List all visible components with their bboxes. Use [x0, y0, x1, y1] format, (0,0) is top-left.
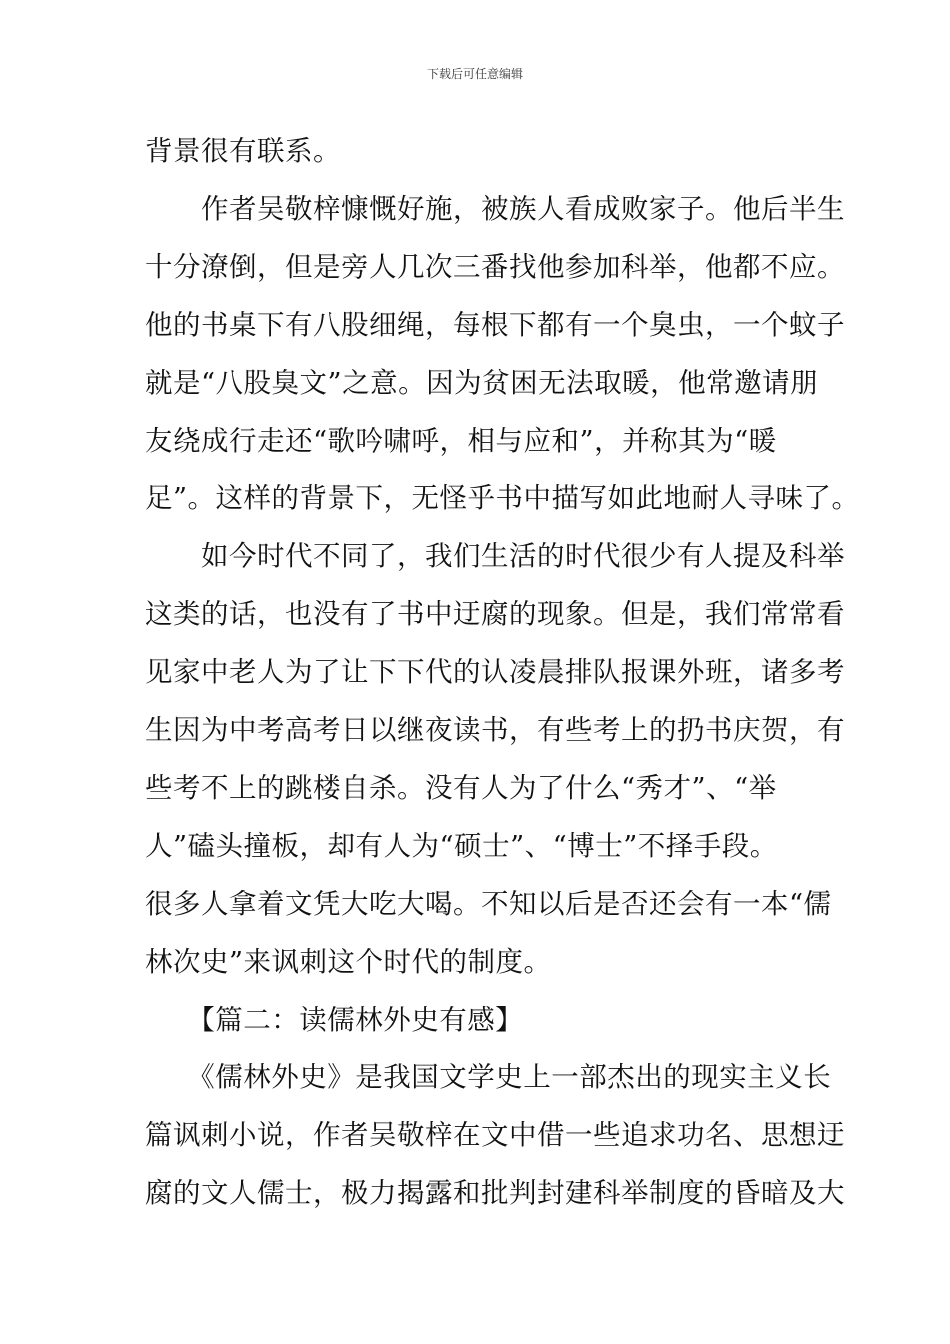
text-line: 这类的话，也没有了书中迂腐的现象。但是，我们常常看: [145, 598, 845, 631]
text-line: 十分潦倒，但是旁人几次三番找他参加科举，他都不应。: [145, 250, 845, 283]
text-line: 人”磕头撞板，却有人为“硕士”、“博士”不择手段。: [145, 829, 778, 862]
text-line: 【篇二：读儒林外史有感】: [145, 1003, 524, 1036]
text-line: 很多人拿着文凭大吃大喝。不知以后是否还会有一本“儒: [145, 887, 832, 920]
text-line: 林次史”来讽刺这个时代的制度。: [145, 945, 552, 978]
text-line: 篇讽刺小说，作者吴敬梓在文中借一些追求功名、思想迂: [145, 1119, 845, 1152]
text-line: 如今时代不同了，我们生活的时代很少有人提及科举: [145, 540, 845, 573]
text-line: 作者吴敬梓慷慨好施，被族人看成败家子。他后半生: [145, 192, 845, 225]
page-header: 下载后可任意编辑: [426, 67, 523, 81]
text-line: 背景很有联系。: [145, 135, 341, 167]
text-line: 足”。这样的背景下，无怪乎书中描写如此地耐人寻味了。: [145, 482, 860, 515]
text-line: 友绕成行走还“歌吟啸呼，相与应和”，并称其为“暖: [145, 424, 777, 457]
text-line: 腐的文人儒士，极力揭露和批判封建科举制度的昏暗及大: [145, 1177, 845, 1210]
text-line: 见家中老人为了让下下代的认凌晨排队报课外班，诸多考: [145, 656, 845, 689]
text-line: 他的书桌下有八股细绳，每根下都有一个臭虫，一个蚊子: [145, 308, 845, 341]
text-line: 生因为中考高考日以继夜读书，有些考上的扔书庆贺，有: [145, 714, 845, 746]
text-line: 就是“八股臭文”之意。因为贫困无法取暖，他常邀请朋: [145, 366, 819, 399]
text-line: 《儒林外史》是我国文学史上一部杰出的现实主义长: [145, 1061, 832, 1094]
text-line: 些考不上的跳楼自杀。没有人为了什么“秀才”、“举: [145, 771, 777, 804]
